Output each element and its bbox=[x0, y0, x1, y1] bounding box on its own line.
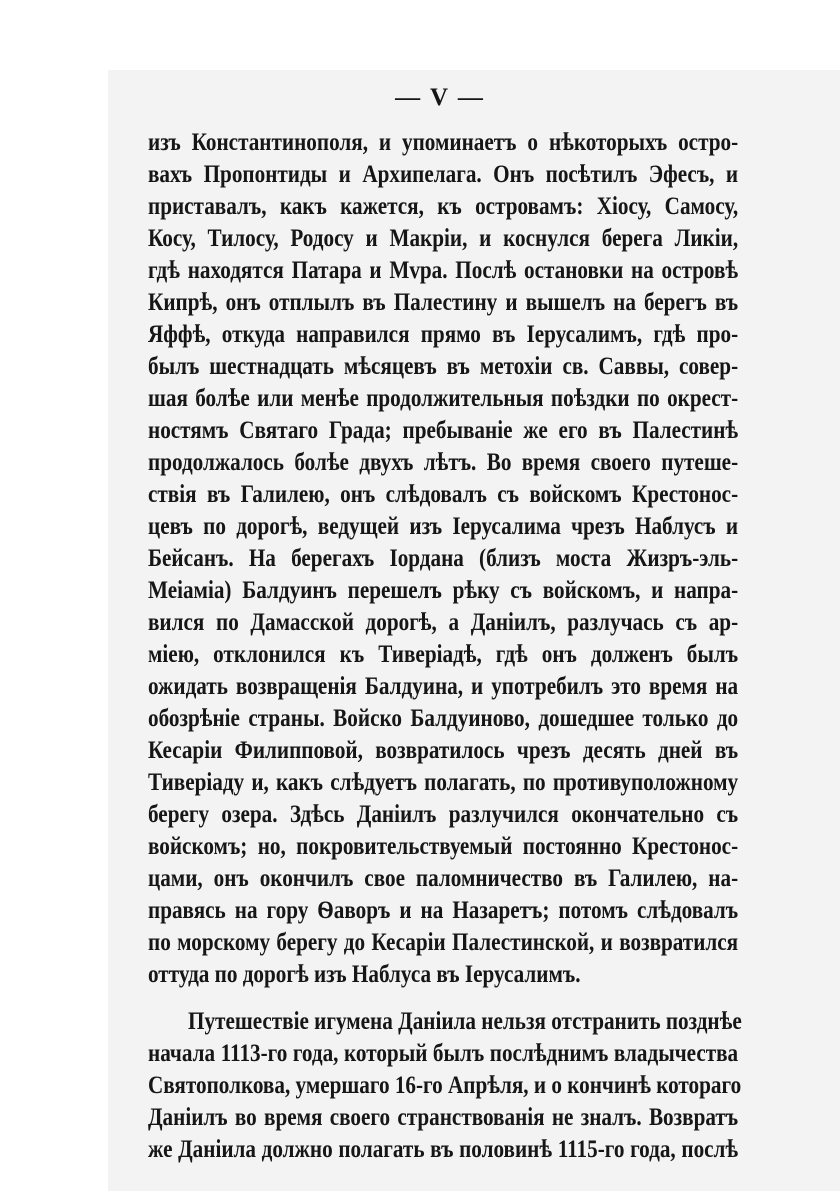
paragraph-1-line-3: приставалъ, какъ кажется, къ островамъ: Хіосу, Самосу, bbox=[148, 191, 739, 220]
paragraph-1-line-18: ожидать возвращенія Балдуина, и употребилъ это время на bbox=[148, 671, 739, 700]
paragraph-1-line-24: цами, онъ окончилъ свое паломничество въ Галилею, на- bbox=[148, 863, 739, 892]
paragraph-2-line-2: начала 1113-го года, который былъ послѣднимъ владычества bbox=[148, 1038, 739, 1067]
paragraph-1-line-19: обозрѣніе страны. Войско Балдуиново, дошедшее только до bbox=[148, 703, 739, 732]
paragraph-1-line-12: ствія въ Галилею, онъ слѣдовалъ съ войскомъ Крестонос- bbox=[148, 479, 739, 508]
paragraph-1-line-23: войскомъ; но, покровительствуемый постоянно Крестонос- bbox=[148, 831, 739, 860]
paragraph-1-line-22: берегу озера. Здѣсь Даніилъ разлучился окончательно съ bbox=[148, 799, 739, 828]
paragraph-1-line-6: Кипрѣ, онъ отплылъ въ Палестину и вышелъ на берегъ въ bbox=[148, 287, 739, 316]
paragraph-1-line-8: былъ шестнадцать мѣсяцевъ въ метохіи св. Саввы, совер- bbox=[148, 351, 739, 380]
paragraph-1-line-4: Косу, Тилосу, Родосу и Макріи, и коснулся берега Ликіи, bbox=[148, 223, 739, 252]
paragraph-1-line-16: вился по Дамасской дорогѣ, а Даніилъ, разлучась съ ар- bbox=[148, 607, 739, 636]
paragraph-1-line-2: вахъ Пропонтиды и Архипелага. Онъ посѣтилъ Эфесъ, и bbox=[148, 159, 739, 188]
paragraph-1-line-14: Бейсанъ. На берегахъ Іордана (близъ моста Жизръ-эль- bbox=[148, 543, 739, 572]
page-number: — V — bbox=[395, 84, 485, 111]
paragraph-2-line-4: Даніилъ во время своего странствованія не зналъ. Возвратъ bbox=[148, 1102, 739, 1131]
paragraph-1-line-10: ностямъ Святаго Града; пребываніе же его въ Палестинѣ bbox=[148, 415, 739, 444]
paragraph-1-line-21: Тиверіаду и, какъ слѣдуетъ полагать, по противуположному bbox=[148, 767, 739, 796]
paragraph-1-line-13: цевъ по дорогѣ, ведущей изъ Іерусалима чрезъ Наблусъ и bbox=[148, 511, 739, 540]
paragraph-1-line-25: правясь на гору Ѳаворъ и на Назаретъ; потомъ слѣдовалъ bbox=[148, 895, 739, 924]
paragraph-1-line-17: міею, отклонился къ Тиверіадѣ, гдѣ онъ долженъ былъ bbox=[148, 639, 739, 668]
paragraph-1-line-26: по морскому берегу до Кесаріи Палестинской, и возвратился bbox=[148, 927, 739, 956]
paragraph-1-line-7: Яффѣ, откуда направился прямо въ Іерусалимъ, гдѣ про- bbox=[148, 319, 739, 348]
paragraph-1-line-1: изъ Константинополя, и упоминаетъ о нѣкоторыхъ остро- bbox=[148, 127, 739, 156]
paragraph-1-line-27: оттуда по дорогѣ изъ Наблуса въ Іерусалимъ. bbox=[148, 959, 581, 988]
paragraph-2-line-1: Путешествіе игумена Даніила нельзя отстранить позднѣе bbox=[188, 1006, 742, 1035]
paragraph-1-line-9: шая болѣе или менѣе продолжительныя поѣздки по окрест- bbox=[148, 383, 739, 412]
paragraph-2-line-5: же Даніила должно полагать въ половинѣ 1115-го года, послѣ bbox=[148, 1134, 739, 1163]
paragraph-1-line-5: гдѣ находятся Патара и Мvра. Послѣ остановки на островѣ bbox=[148, 255, 739, 284]
paragraph-1-line-11: продолжалось болѣе двухъ лѣтъ. Во время своего путеше- bbox=[148, 447, 739, 476]
paragraph-1-line-20: Кесаріи Филипповой, возвратилось чрезъ десять дней въ bbox=[148, 735, 739, 764]
paragraph-2-line-3: Святополкова, умершаго 16-го Апрѣля, и о кончинѣ котораго bbox=[148, 1070, 742, 1099]
paragraph-1-line-15: Меіаміа) Балдуинъ перешелъ рѣку съ войскомъ, и напра- bbox=[148, 575, 739, 604]
